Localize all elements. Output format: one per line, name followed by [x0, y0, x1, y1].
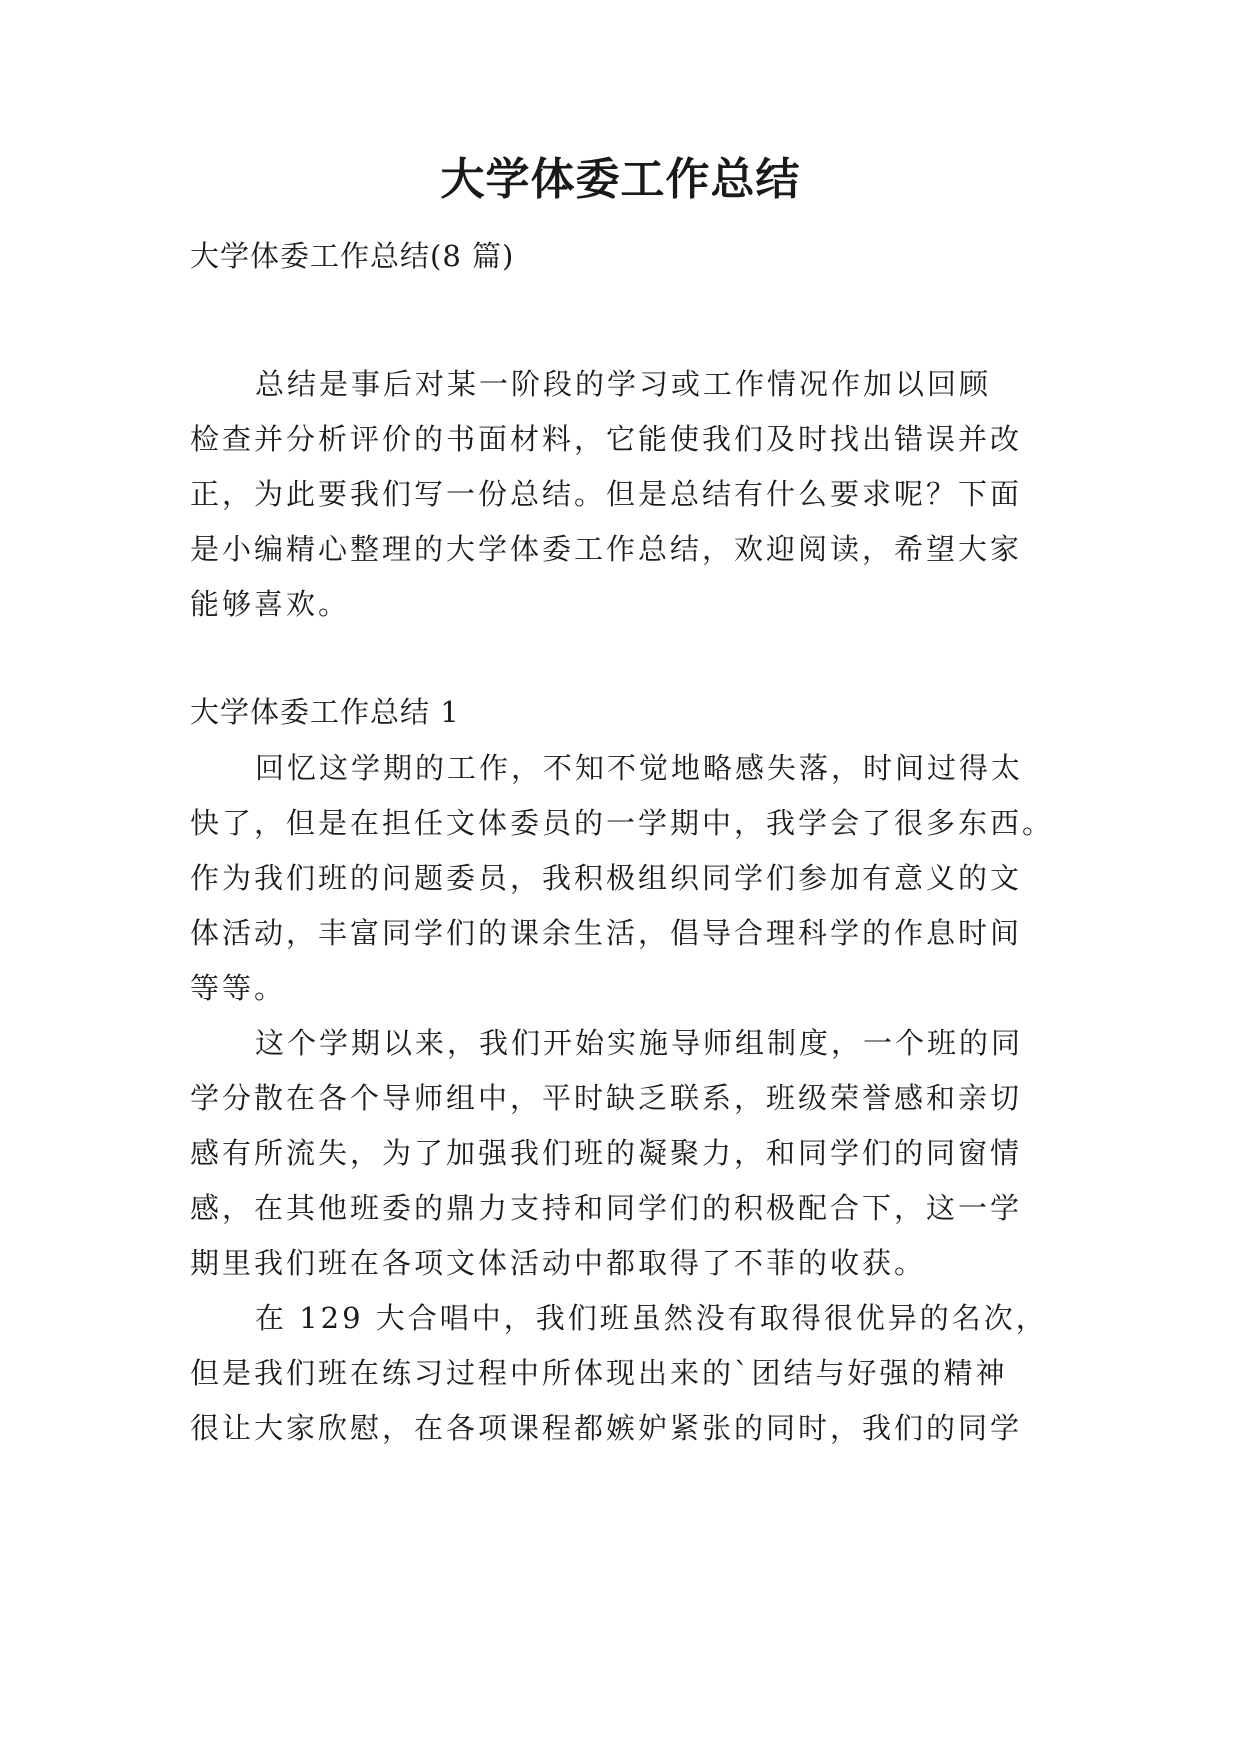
paragraph-line: 感有所流失，为了加强我们班的凝聚力，和同学们的同窗情 — [190, 1136, 1023, 1170]
paragraph-line: 学分散在各个导师组中，平时缺乏联系，班级荣誉感和亲切 — [190, 1081, 1023, 1115]
paragraph-line: 是小编精心整理的大学体委工作总结，欢迎阅读，希望大家 — [190, 532, 1023, 566]
paragraph-line: 总结是事后对某一阶段的学习或工作情况作加以回顾 — [255, 367, 992, 401]
paragraph-line: 正，为此要我们写一份总结。但是总结有什么要求呢？下面 — [190, 477, 1023, 511]
paragraph-line: 能够喜欢。 — [190, 587, 351, 621]
paragraph-line: 在 129 大合唱中，我们班虽然没有取得很优异的名次， — [255, 1301, 1048, 1335]
paragraph-line: 很让大家欣慰，在各项课程都嫉妒紧张的同时，我们的同学 — [190, 1411, 1023, 1445]
paragraph-line: 但是我们班在练习过程中所体现出来的`团结与好强的精神 — [190, 1356, 1008, 1390]
paragraph-line: 体活动，丰富同学们的课余生活，倡导合理科学的作息时间 — [190, 916, 1023, 950]
paragraph-line: 这个学期以来，我们开始实施导师组制度，一个班的同 — [255, 1026, 1024, 1060]
paragraph-line: 回忆这学期的工作，不知不觉地略感失落，时间过得太 — [255, 751, 1024, 785]
document-subtitle: 大学体委工作总结(8 篇) — [190, 239, 515, 273]
paragraph-line: 作为我们班的问题委员，我积极组织同学们参加有意义的文 — [190, 861, 1023, 895]
paragraph-line: 感，在其他班委的鼎力支持和同学们的积极配合下，这一学 — [190, 1191, 1023, 1225]
page-title: 大学体委工作总结 — [440, 154, 801, 205]
section-heading: 大学体委工作总结 1 — [190, 695, 460, 729]
paragraph-line: 快了，但是在担任文体委员的一学期中，我学会了很多东西。 — [190, 806, 1055, 840]
paragraph-line: 期里我们班在各项文体活动中都取得了不菲的收获。 — [190, 1246, 927, 1280]
paragraph-line: 检查并分析评价的书面材料，它能使我们及时找出错误并改 — [190, 422, 1023, 456]
paragraph-line: 等等。 — [190, 971, 287, 1005]
